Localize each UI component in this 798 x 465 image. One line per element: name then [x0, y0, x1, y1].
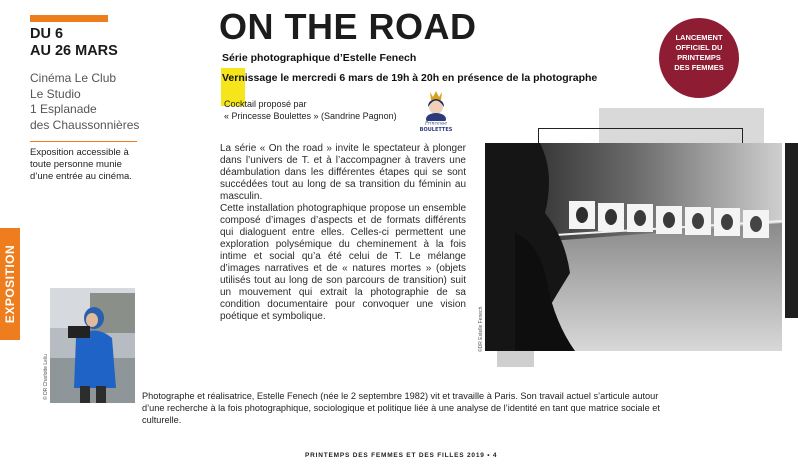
- photo-credit: ©DR Estelle Fenech: [478, 306, 484, 352]
- venue-line: Cinéma Le Club: [30, 71, 117, 85]
- date-start: DU 6: [30, 26, 64, 42]
- portrait-credit: © DR Charlotte Leliu: [43, 354, 49, 400]
- badge-line: LANCEMENT: [675, 33, 723, 42]
- paragraph: Cette installation photographique propose un ensemble composé d’images d’aspects et de formats différents qui dialoguent entre elles. Celles-ci permettent une exploration polysémique du cheminement à la fois intime et social qu’a été celui de T. Le mélange d’images narratives et de « natures mortes » (objets utilisés tout au long de son parcours de transition) suit un mouvement qui extrait la photographie de sa condition documentaire pour convoquer une vision poétique et symbolique.: [220, 203, 466, 322]
- page-subtitle: Série photographique d’Estelle Fenech: [222, 52, 417, 64]
- princesse-boulettes-logo: [416, 88, 456, 134]
- accent-bar: [30, 15, 108, 22]
- venue-line: des Chaussonnières: [30, 117, 140, 132]
- event-dates: [30, 26, 150, 60]
- cocktail-info: [224, 99, 414, 122]
- launch-badge: [659, 18, 739, 98]
- article-body: [220, 143, 466, 323]
- category-tab: [0, 228, 20, 340]
- badge-text: [659, 33, 739, 73]
- venue-line: Le Studio: [30, 86, 81, 101]
- badge-line: PRINTEMPS: [677, 53, 721, 62]
- badge-line: OFFICIEL DU: [675, 43, 723, 52]
- svg-text:Princesse: Princesse: [425, 121, 447, 127]
- vernissage-info: Vernissage le mercredi 6 mars de 19h à 20h en présence de la photographe: [222, 72, 598, 84]
- divider: [30, 141, 137, 142]
- cocktail-line: Cocktail proposé par: [224, 99, 307, 109]
- badge-line: DES FEMMES: [674, 63, 724, 72]
- decorative-strip: [785, 143, 798, 318]
- svg-text:BOULETTES: BOULETTES: [419, 127, 453, 133]
- exhibition-image: [485, 143, 782, 351]
- photographer-portrait: [50, 288, 135, 403]
- paragraph: La série « On the road » invite le spectateur à plonger dans l’univers de T. et à l’accompagner à travers une déambulation dans les différentes étapes qui se sont succédées tout au long de sa transition du féminin au masculin.: [220, 143, 466, 202]
- portrait-image: [50, 288, 135, 403]
- category-label: EXPOSITION: [3, 244, 17, 324]
- cocktail-line: « Princesse Boulettes » (Sandrine Pagnon): [224, 110, 397, 121]
- access-note: Exposition accessible à toute personne munie d’une entrée au cinéma.: [30, 147, 132, 182]
- photographer-bio: Photographe et réalisatrice, Estelle Fenech (née le 2 septembre 1982) vit et travaille à Paris. Son travail actuel s’articule autour d’une recherche à la fois photographique, sociologique et politique liée à une analyse de l’identité en tant que matrice sociale et culturelle.: [142, 391, 660, 425]
- page-footer: PRINTEMPS DES FEMMES ET DES FILLES 2019 • 4: [305, 452, 498, 459]
- page-title: ON THE ROAD: [219, 6, 477, 47]
- venue-address: [30, 71, 160, 133]
- date-end: AU 26 MARS: [30, 43, 118, 59]
- exhibition-photo: [485, 143, 782, 351]
- venue-line: 1 Esplanade: [30, 102, 97, 116]
